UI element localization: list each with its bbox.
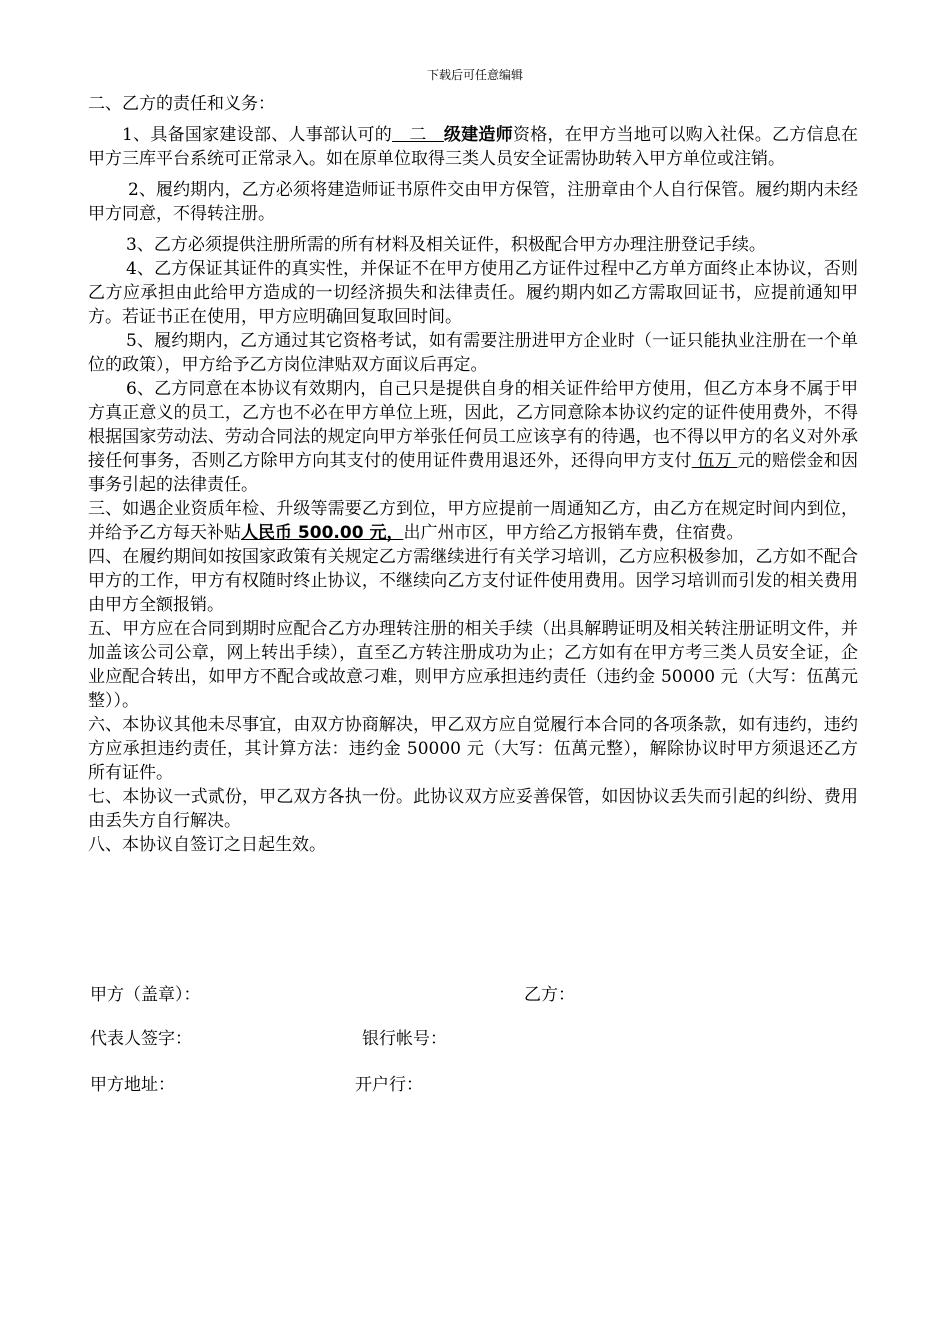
clause-3: 3、乙方必须提供注册所需的所有材料及相关证件，积极配合甲方办理注册登记手续。 [126, 235, 766, 255]
section-3-text-b: 出广州市区，甲方给乙方报销车费，住宿费。 [403, 523, 744, 543]
representative-signature-label: 代表人签字： [90, 1029, 192, 1049]
clause-2: 2、履约期内，乙方必须将建造师证书原件交由甲方保管，注册章由个人自行保管。履约期内未经甲方同意，不得转注册。 [88, 180, 858, 224]
clause-1-text-b: 资格，在甲方当地可以购入社保。乙方信息在甲方三库平台系统可正常录入。如在原单位取得三类人员安全证需协助转入甲方单位或注销。 [88, 125, 859, 169]
party-b-label: 乙方： [524, 985, 575, 1005]
clause-4: 4、乙方保证其证件的真实性，并保证不在甲方使用乙方证件过程中乙方单方面终止本协议，否则乙方应承担由此给甲方造成的一切经济损失和法律责任。履约期内如乙方需取回证书，应提前通知甲方。若证书正在使用，甲方应明确回复取回时间。 [88, 259, 858, 327]
section-4: 四、在履约期间如按国家政策有关规定乙方需继续进行有关学习培训，乙方应积极参加，乙方如不配合甲方的工作，甲方有权随时终止协议，不继续向乙方支付证件使用费用。因学习培训而引发的相关费用由甲方全额报销。 [88, 547, 858, 615]
clause-1-level: 二 [392, 125, 444, 145]
section-5: 五、甲方应在合同到期时应配合乙方办理转注册的相关手续（出具解聘证明及相关转注册证明文件，并加盖该公司公章，网上转出手续），直至乙方转注册成功为止；乙方如有在甲方考三类人员安全证，企业应配合转出，如甲方不配合或故意刁难，则甲方应承担违约责任（违约金 50000 元（大写：伍萬元整））。 [88, 619, 858, 711]
clause-6-amount: 伍万 [691, 451, 738, 471]
party-a-address-label: 甲方地址： [90, 1075, 175, 1095]
section-7: 七、本协议一式贰份，甲乙双方各执一份。此协议双方应妥善保管，如因协议丢失而引起的纠纷、费用由丢失方自行解决。 [88, 787, 858, 831]
clause-5: 5、履约期内，乙方通过其它资格考试，如有需要注册进甲方企业时（一证只能执业注册在一个单位的政策），甲方给予乙方岗位津贴双方面议后再定。 [88, 331, 858, 375]
clause-6-text-a: 6、乙方同意在本协议有效期内，自己只是提供自身的相关证件给甲方使用，但乙方本身不属于甲方真正意义的员工，乙方也不必在甲方单位上班，因此，乙方同意除本协议约定的证件使用费外，不得根据国家劳动法、劳动合同法的规定向甲方举张任何员工应该享有的待遇，也不得以甲方的名义对外承接任何事务，否则乙方除甲方向其支付的使用证件费用退还外，还得向甲方支付 [88, 379, 858, 471]
section-3-amount: 人民币 500.00 元， [241, 523, 404, 543]
section-2-title: 二、乙方的责任和义务： [88, 94, 275, 114]
document-body [88, 92, 858, 857]
section-3-text-a: 三、如遇企业资质年检、升级等需要乙方到位，甲方应提前一周通知乙方，由乙方在规定时间内到位，并给予乙方每天补贴 [88, 499, 858, 543]
clause-6 [88, 377, 858, 497]
page-header: 下载后可任意编辑 [426, 68, 523, 82]
party-a-seal-label: 甲方（盖章）： [90, 985, 201, 1005]
bank-branch-label: 开户行： [355, 1075, 423, 1095]
bank-account-label: 银行帐号： [362, 1029, 447, 1049]
section-6: 六、本协议其他未尽事宜，由双方协商解决，甲乙双方应自觉履行本合同的各项条款，如有违约，违约方应承担违约责任，其计算方法：违约金 50000 元（大写：伍萬元整），解除协议时甲方须退还乙方所有证件。 [88, 715, 858, 783]
clause-1 [88, 123, 858, 171]
clause-1-qualification: 级建造师 [443, 125, 513, 145]
clause-1-text-a: 1、具备国家建设部、人事部认可的 [122, 125, 393, 145]
clause-6-text-b: 元的赔偿金和因事务引起的法律责任。 [88, 451, 859, 495]
section-8: 八、本协议自签订之日起生效。 [88, 835, 326, 855]
section-3 [88, 497, 858, 545]
